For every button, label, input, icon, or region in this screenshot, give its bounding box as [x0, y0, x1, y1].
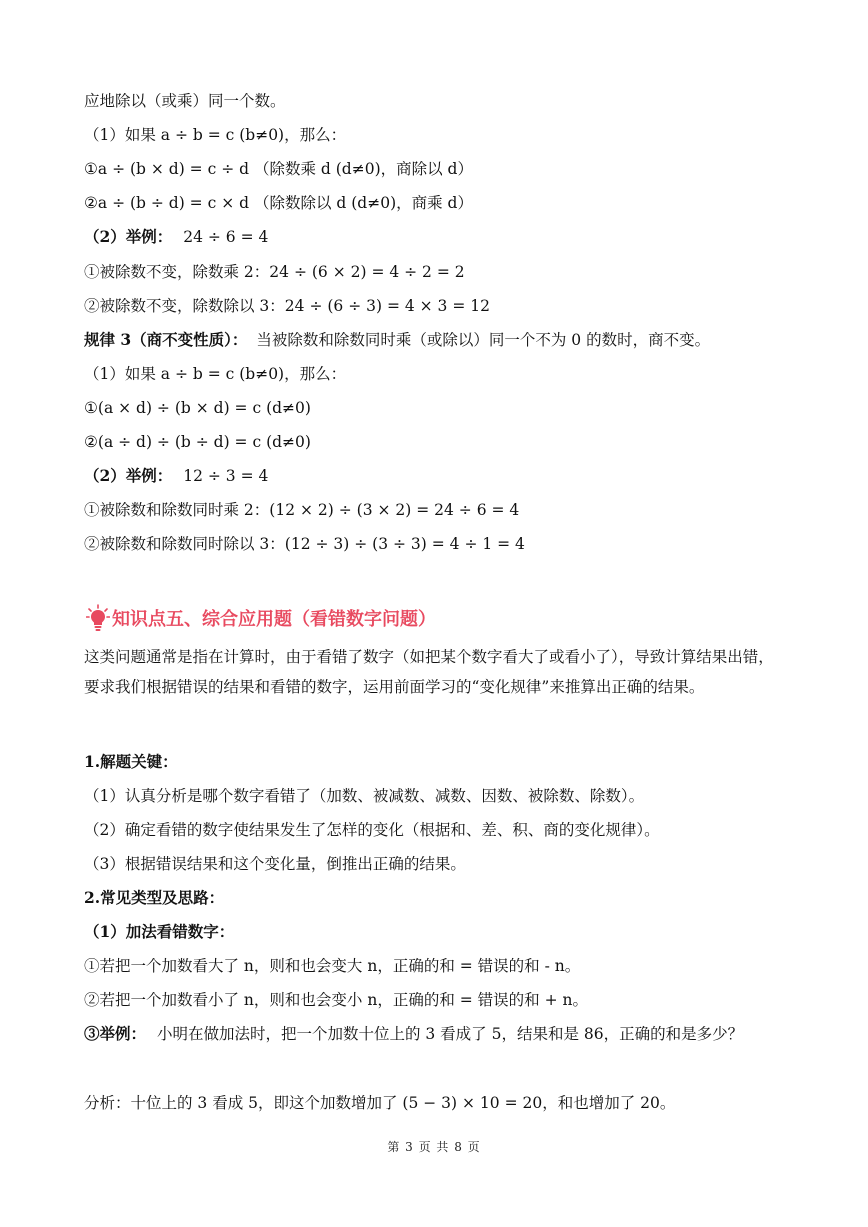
- analysis-line: 分析：十位上的 3 看成 5，即这个加数增加了 (5 − 3) × 10 = 20，和也增加了 20。: [84, 1094, 676, 1112]
- rule-text: 当被除数和除数同时乘（或除以）同一个不为 0 的数时，商不变。: [256, 331, 711, 349]
- rule-label: 规律 3（商不变性质）：: [84, 330, 248, 349]
- subheading: （1）加法看错数字：: [84, 922, 235, 941]
- example-label: ③举例：: [84, 1024, 147, 1043]
- rule-line: ①若把一个加数看大了 n，则和也会变大 n，正确的和 = 错误的和 - n。: [84, 957, 581, 975]
- formula-line: ①a ÷ (b × d) = c ÷ d （除数乘 d (d≠0)，商除以 d）: [84, 160, 473, 178]
- page-footer: 第 3 页 共 8 页: [387, 1140, 481, 1154]
- example-label: （2）举例：: [84, 227, 173, 246]
- example-paragraph: [84, 1019, 784, 1049]
- text-line: （2）确定看错的数字使结果发生了怎样的变化（根据和、差、积、商的变化规律）。: [84, 821, 660, 839]
- section-title: 知识点五、综合应用题（看错数字问题）: [112, 609, 436, 630]
- subheading: 2.常见类型及思路：: [84, 888, 225, 907]
- formula-line: ①被除数不变，除数乘 2：24 ÷ (6 × 2) = 4 ÷ 2 = 2: [84, 263, 465, 281]
- example-formula: 24 ÷ 6 = 4: [183, 228, 269, 246]
- example-line: [84, 466, 268, 486]
- rule-line: ②若把一个加数看小了 n，则和也会变小 n，正确的和 = 错误的和 + n。: [84, 991, 588, 1009]
- text-line: （1）如果 a ÷ b = c (b≠0)，那么：: [84, 126, 347, 144]
- text-line: 应地除以（或乘）同一个数。: [84, 92, 286, 110]
- formula-line: ②被除数不变，除数除以 3：24 ÷ (6 ÷ 3) = 4 × 3 = 12: [84, 297, 490, 315]
- text-line: （3）根据错误结果和这个变化量，倒推出正确的结果。: [84, 855, 466, 873]
- example-formula: 12 ÷ 3 = 4: [183, 467, 269, 485]
- text-line: （1）认真分析是哪个数字看错了（加数、被减数、减数、因数、被除数、除数）。: [84, 787, 645, 805]
- formula-line: ①被除数和除数同时乘 2：(12 × 2) ÷ (3 × 2) = 24 ÷ 6 = 4: [84, 501, 520, 519]
- example-line: [84, 227, 268, 247]
- intro-paragraph: 这类问题通常是指在计算时，由于看错了数字（如把某个数字看大了或看小了），导致计算结果出错，要求我们根据错误的结果和看错的数字，运用前面学习的“变化规律”来推算出正确的结果。: [84, 648, 774, 696]
- text-line: （1）如果 a ÷ b = c (b≠0)，那么：: [84, 365, 347, 383]
- section-heading: [86, 604, 436, 632]
- rule-line: [84, 330, 710, 350]
- formula-line: ②(a ÷ d) ÷ (b ÷ d) = c (d≠0): [84, 433, 311, 451]
- formula-line: ①(a × d) ÷ (b × d) = c (d≠0): [84, 399, 311, 417]
- subheading: 1.解题关键：: [84, 752, 178, 771]
- formula-line: ②被除数和除数同时除以 3：(12 ÷ 3) ÷ (3 ÷ 3) = 4 ÷ 1 = 4: [84, 535, 525, 553]
- lightbulb-icon: [86, 604, 110, 632]
- formula-line: ②a ÷ (b ÷ d) = c × d （除数除以 d (d≠0)，商乘 d）: [84, 194, 473, 212]
- example-label: （2）举例：: [84, 466, 173, 485]
- example-text: 小明在做加法时，把一个加数十位上的 3 看成了 5，结果和是 86，正确的和是多少？: [156, 1025, 744, 1043]
